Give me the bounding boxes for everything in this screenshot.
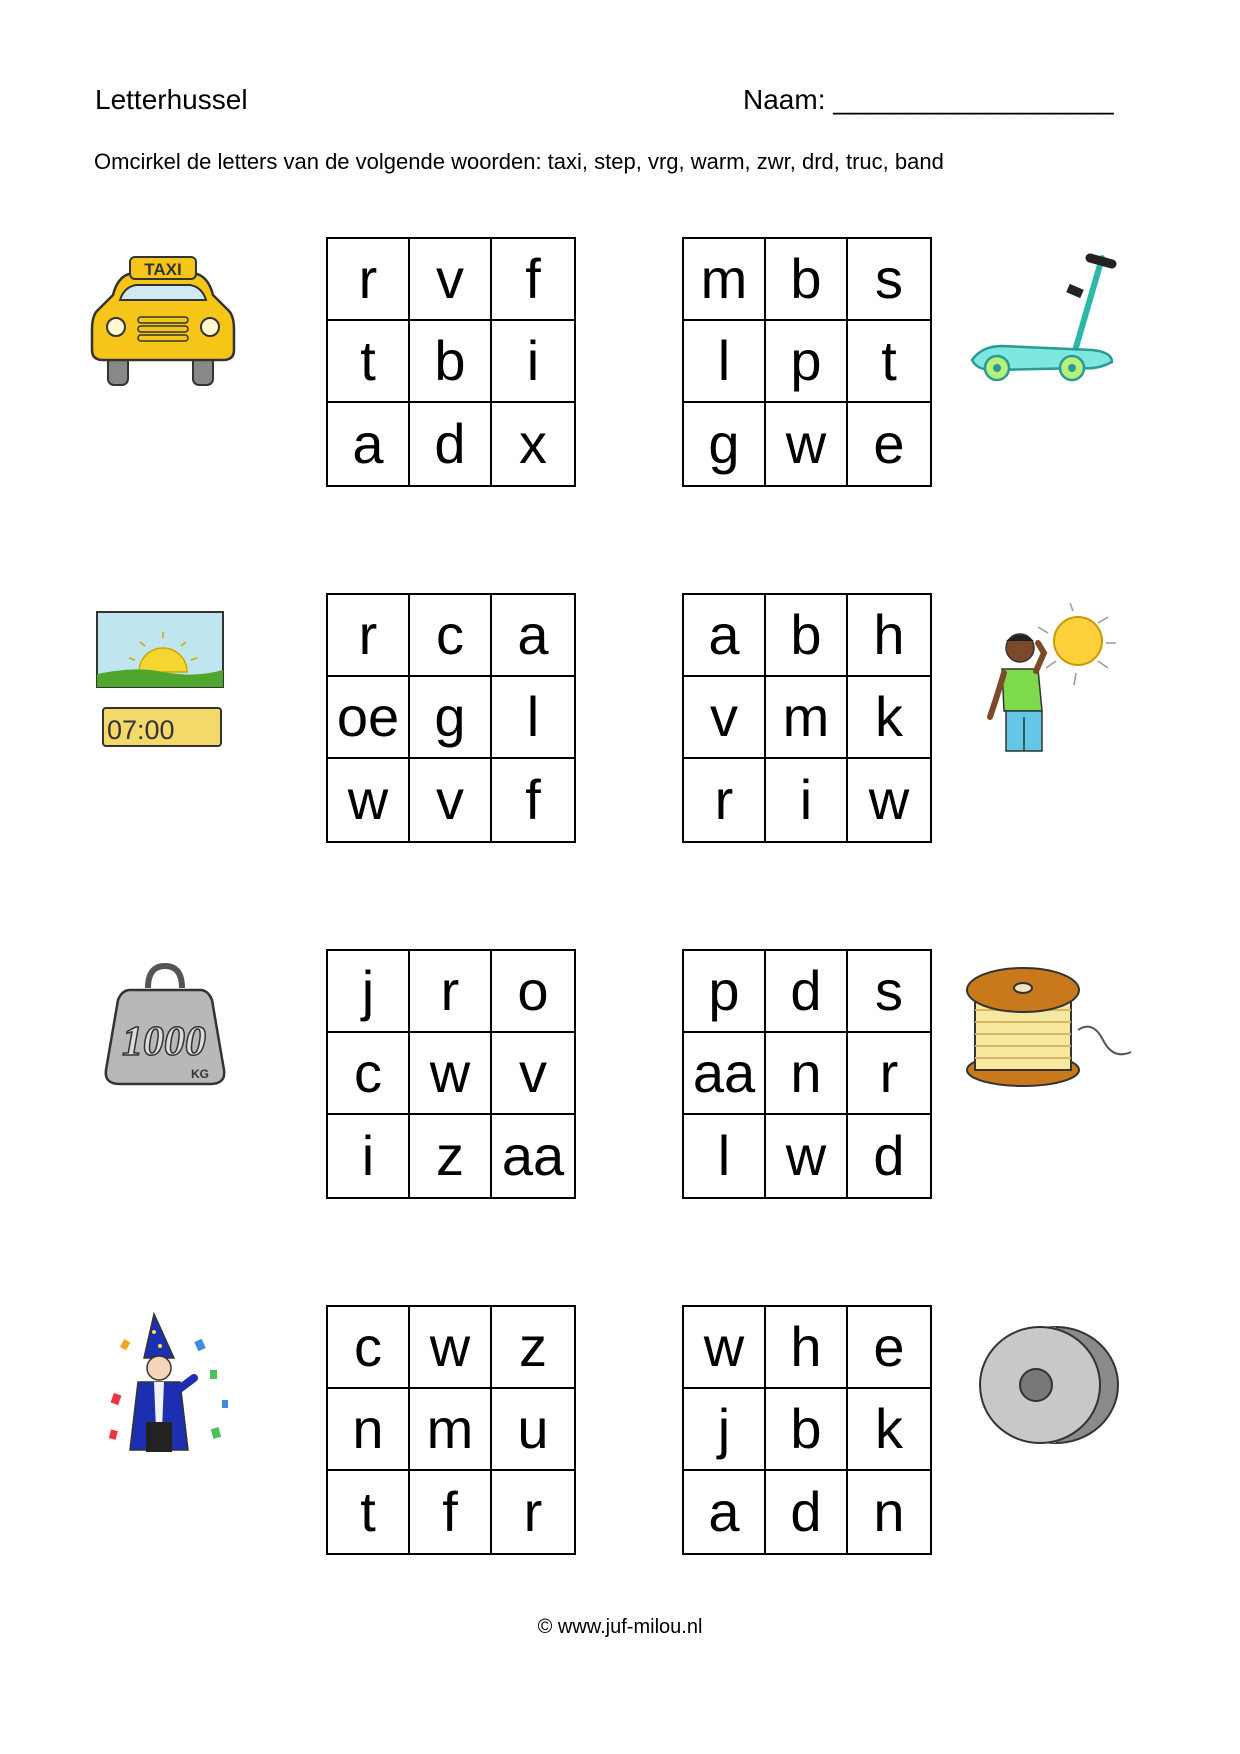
grid-cell[interactable]: s — [848, 951, 930, 1033]
grid-cell[interactable]: e — [873, 412, 905, 475]
grid-cell[interactable]: v — [684, 677, 766, 759]
grid-cell[interactable]: g — [410, 677, 492, 759]
letter-grid-truc — [326, 1305, 576, 1555]
grid-cell[interactable]: m — [684, 239, 766, 321]
grid-cell[interactable]: n — [873, 1480, 905, 1543]
letter-grid-zwaar — [326, 949, 576, 1199]
grid-cell[interactable]: t — [328, 321, 410, 403]
grid-cell[interactable]: c — [328, 1307, 410, 1389]
grid-cell[interactable]: z — [410, 1115, 492, 1197]
grid-cell[interactable]: v — [410, 239, 492, 321]
grid-cell[interactable]: b — [410, 321, 492, 403]
grid-cell[interactable]: e — [848, 1307, 930, 1389]
clock-time-text: 07:00 — [107, 715, 175, 745]
grid-cell[interactable]: a — [684, 1471, 766, 1553]
letter-grid-draad — [682, 949, 932, 1199]
grid-cell[interactable]: d — [410, 403, 492, 485]
boy-in-sun-icon — [978, 603, 1118, 758]
grid-cell[interactable]: d — [873, 1124, 905, 1187]
instruction-text: Omcirkel de letters van de volgende woorden: taxi, step, vrg, warm, zwr, drd, truc, band — [94, 149, 944, 174]
grid-cell[interactable]: c — [410, 595, 492, 677]
grid-cell[interactable]: r — [848, 1033, 930, 1115]
grid-cell[interactable]: w — [868, 768, 910, 831]
grid-cell[interactable]: h — [766, 1307, 848, 1389]
grid-cell[interactable]: r — [523, 1480, 543, 1543]
grid-cell[interactable]: i — [766, 759, 848, 841]
grid-cell[interactable]: f — [410, 1471, 492, 1553]
grid-cell[interactable]: r — [684, 759, 766, 841]
footer-copyright: © www.juf-milou.nl — [537, 1616, 703, 1638]
grid-cell[interactable]: c — [328, 1033, 410, 1115]
grid-cell[interactable]: oe — [328, 677, 410, 759]
grid-cell[interactable]: w — [684, 1307, 766, 1389]
thread-spool-icon — [963, 960, 1133, 1090]
grid-cell[interactable]: w — [410, 1307, 492, 1389]
grid-cell[interactable]: r — [410, 951, 492, 1033]
grid-cell[interactable]: f — [525, 768, 541, 831]
grid-cell[interactable]: k — [848, 1389, 930, 1471]
letter-grid-band — [682, 1305, 932, 1555]
grid-cell[interactable]: m — [410, 1389, 492, 1471]
taxi-sign-text: TAXI — [144, 260, 182, 279]
grid-cell[interactable]: m — [766, 677, 848, 759]
grid-cell[interactable]: s — [848, 239, 930, 321]
letter-grid-taxi — [326, 237, 576, 487]
grid-cell[interactable]: n — [766, 1033, 848, 1115]
grid-cell[interactable]: b — [766, 239, 848, 321]
grid-cell[interactable]: k — [848, 677, 930, 759]
grid-cell[interactable]: j — [684, 1389, 766, 1471]
grid-cell[interactable]: j — [328, 951, 410, 1033]
grid-cell[interactable]: v — [492, 1033, 574, 1115]
grid-cell[interactable]: n — [328, 1389, 410, 1471]
magician-icon — [102, 1310, 232, 1460]
grid-cell[interactable]: z — [492, 1307, 574, 1389]
grid-cell[interactable]: d — [766, 1471, 848, 1553]
grid-cell[interactable]: i — [328, 1115, 410, 1197]
scooter-step-icon — [962, 250, 1122, 400]
grid-cell[interactable]: t — [328, 1471, 410, 1553]
tape-roll-icon — [978, 1323, 1123, 1448]
grid-cell[interactable]: x — [519, 412, 547, 475]
grid-cell[interactable]: l — [684, 1115, 766, 1197]
weight-unit-text: KG — [191, 1067, 209, 1081]
weight-label-text: 1000 — [122, 1019, 206, 1065]
letter-grid-vroeg — [326, 593, 576, 843]
grid-cell[interactable]: h — [848, 595, 930, 677]
grid-cell[interactable]: v — [410, 759, 492, 841]
grid-cell[interactable]: w — [328, 759, 410, 841]
grid-cell[interactable]: a — [684, 595, 766, 677]
page-title: Letterhussel — [95, 84, 248, 115]
grid-cell[interactable]: r — [328, 595, 410, 677]
letter-grid-step — [682, 237, 932, 487]
taxi-icon — [88, 255, 238, 390]
grid-cell[interactable]: u — [492, 1389, 574, 1471]
grid-cell[interactable]: w — [410, 1033, 492, 1115]
grid-cell[interactable]: p — [684, 951, 766, 1033]
grid-cell[interactable]: l — [492, 677, 574, 759]
letter-grid-warm — [682, 593, 932, 843]
grid-cell[interactable]: aa — [501, 1124, 565, 1187]
grid-cell[interactable]: p — [766, 321, 848, 403]
grid-cell[interactable]: l — [684, 321, 766, 403]
grid-cell[interactable]: b — [766, 1389, 848, 1471]
grid-cell[interactable]: d — [766, 951, 848, 1033]
grid-cell[interactable]: aa — [684, 1033, 766, 1115]
grid-cell[interactable]: a — [492, 595, 574, 677]
grid-cell[interactable]: w — [766, 1115, 848, 1197]
grid-cell[interactable]: a — [328, 403, 410, 485]
grid-cell[interactable]: g — [684, 403, 766, 485]
grid-cell[interactable]: f — [492, 239, 574, 321]
grid-cell[interactable]: i — [492, 321, 574, 403]
grid-cell[interactable]: o — [492, 951, 574, 1033]
grid-cell[interactable]: w — [766, 403, 848, 485]
name-field-label: Naam: __________________ — [743, 84, 1114, 115]
grid-cell[interactable]: r — [328, 239, 410, 321]
grid-cell[interactable]: b — [766, 595, 848, 677]
weight-icon — [100, 960, 230, 1095]
sunrise-alarm-icon — [95, 610, 235, 750]
grid-cell[interactable]: t — [848, 321, 930, 403]
